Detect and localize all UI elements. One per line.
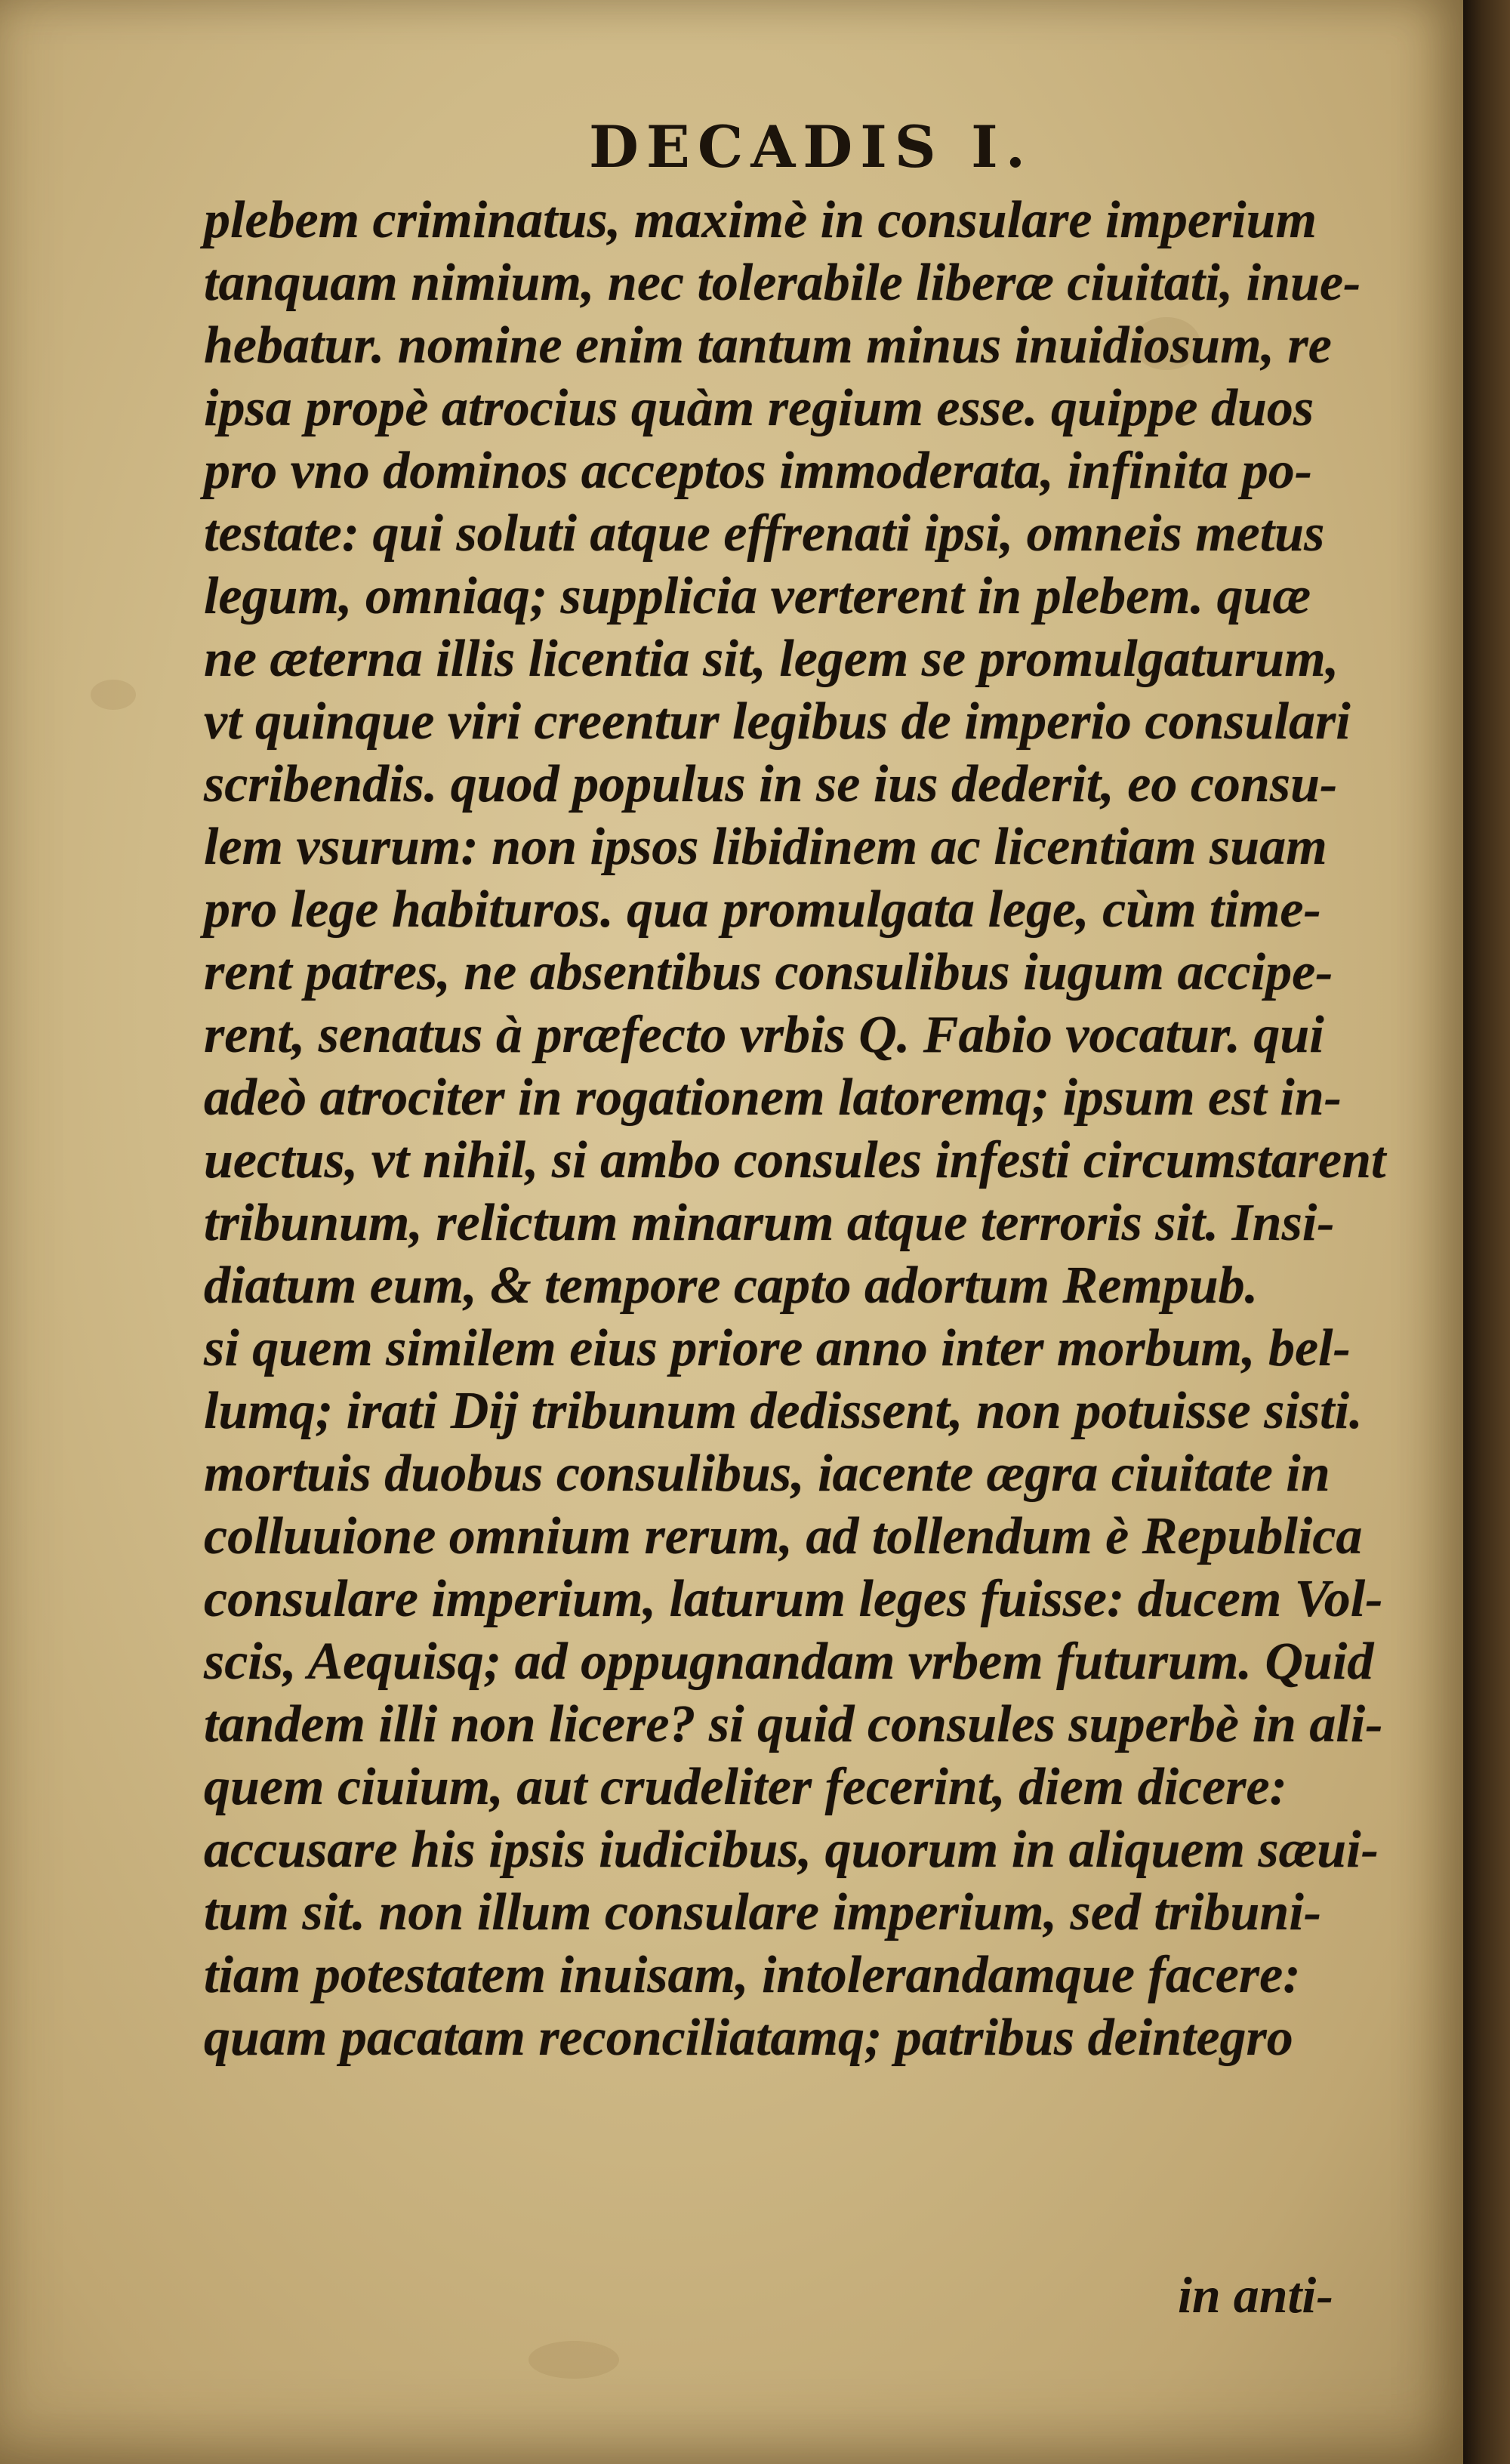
text-line: legum, omniaq; supplicia verterent in plebem. quæ xyxy=(204,567,1311,625)
text-line: scribendis. quod populus in se ius dederit, eo consu- xyxy=(204,755,1338,813)
text-line: tiam potestatem inuisam, intolerandamque facere: xyxy=(204,1946,1301,2004)
stain xyxy=(528,2341,619,2379)
text-line: plebem criminatus, maximè in consulare imperium xyxy=(204,191,1317,249)
text-line: diatum eum, & tempore capto adortum Rempub. xyxy=(204,1257,1259,1315)
text-line: lumq; irati Dij tribunum dedissent, non potuisse sisti. xyxy=(204,1382,1363,1440)
text-line: lem vsurum: non ipsos libidinem ac licentiam suam xyxy=(204,818,1327,876)
text-line: hebatur. nomine enim tantum minus inuidiosum, re xyxy=(204,316,1332,375)
text-line: accusare his ipsis iudicibus, quorum in aliquem sæui- xyxy=(204,1821,1379,1879)
text-line: quam pacatam reconciliatamq; patribus deintegro xyxy=(204,2009,1293,2067)
text-line: rent, senatus à præfecto vrbis Q. Fabio vocatur. qui xyxy=(204,1006,1324,1064)
text-line: tandem illi non licere? si quid consules superbè in ali- xyxy=(204,1695,1383,1753)
text-line: tum sit. non illum consulare imperium, sed tribuni- xyxy=(204,1883,1322,1941)
text-line: scis, Aequisq; ad oppugnandam vrbem futurum. Quid xyxy=(204,1633,1374,1691)
text-line: pro lege habituros. qua promulgata lege, cùm time- xyxy=(204,880,1321,939)
text-line: adeò atrociter in rogationem latoremq; ipsum est in- xyxy=(204,1069,1342,1127)
text-line: tanquam nimium, nec tolerabile liberæ ciuitati, inue- xyxy=(204,254,1361,312)
text-line: tribunum, relictum minarum atque terroris sit. Insi- xyxy=(204,1194,1335,1252)
stain xyxy=(91,680,136,710)
text-line: rent patres, ne absentibus consulibus iugum accipe- xyxy=(204,943,1333,1001)
book-gutter xyxy=(1463,0,1510,2464)
text-line: colluuione omnium rerum, ad tollendum è Republica xyxy=(204,1507,1363,1565)
text-line: pro vno dominos acceptos immoderata, infinita po- xyxy=(204,442,1313,500)
text-line: ne æterna illis licentia sit, legem se promulgaturum, xyxy=(204,630,1339,688)
catchword: in anti- xyxy=(1178,2266,1333,2324)
text-line: ipsa propè atrocius quàm regium esse. quippe duos xyxy=(204,379,1314,437)
text-line: mortuis duobus consulibus, iacente ægra ciuitate in xyxy=(204,1445,1330,1503)
running-header: DECADIS I. xyxy=(589,113,1034,180)
body-text xyxy=(204,189,1427,2069)
text-line: quem ciuium, aut crudeliter fecerint, diem dicere: xyxy=(204,1758,1287,1816)
text-line: testate: qui soluti atque effrenati ipsi, omneis metus xyxy=(204,504,1325,563)
text-line: vt quinque viri creentur legibus de imperio consulari xyxy=(204,692,1351,751)
text-line: consulare imperium, laturum leges fuisse: ducem Vol- xyxy=(204,1570,1383,1628)
text-line: si quem similem eius priore anno inter morbum, bel- xyxy=(204,1319,1351,1377)
text-line: uectus, vt nihil, si ambo consules infesti circumstarent xyxy=(204,1131,1386,1189)
